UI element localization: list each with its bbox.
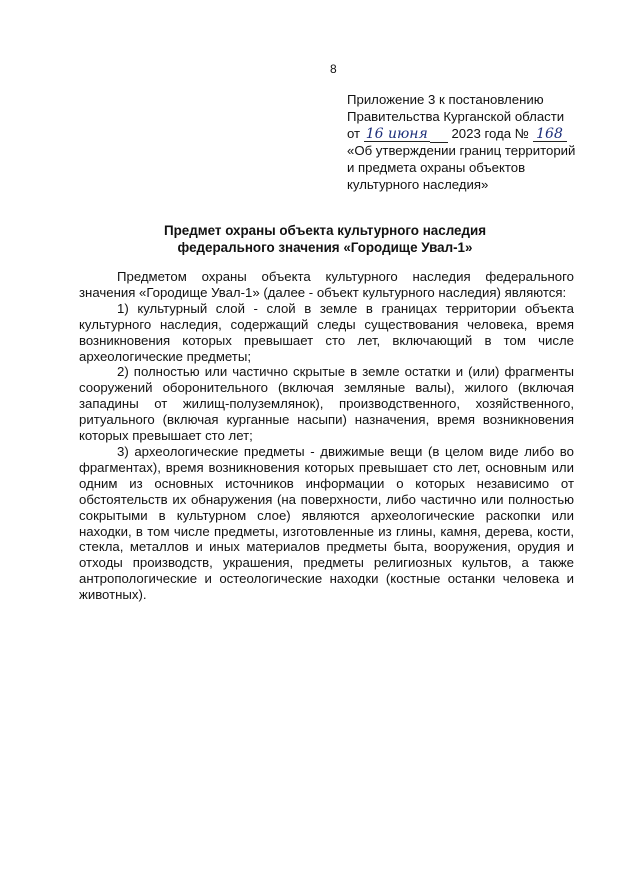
document-body (79, 269, 574, 603)
heading-line-1: Предмет охраны объекта культурного наследия (163, 223, 487, 238)
document-heading (70, 222, 580, 256)
appendix-line-1: Приложение 3 к постановлению (347, 92, 544, 107)
appendix-line-6: культурного наследия» (347, 176, 489, 192)
appendix-line-5: и предмета охраны объектов (347, 160, 526, 176)
appendix-header (347, 92, 617, 194)
date-prefix: от (347, 125, 361, 141)
heading-line-2: федерального значения «Городище Увал-1» (177, 240, 473, 255)
item-1-paragraph: 1) культурный слой - слой в земле в границах территории объекта культурного наследия, содержащий следы существования человека, время возникновения которых превышает сто лет, включающий в том числе археологические предметы; (79, 300, 574, 364)
intro-paragraph: Предметом охраны объекта культурного наследия федерального значения «Городище Увал-1» (далее - объект культурного наследия) являются: (79, 269, 574, 300)
handwritten-date: 16 июня (365, 125, 428, 142)
item-2-paragraph: 2) полностью или частично скрытые в земле остатки и (или) фрагменты сооружений оборонительного (включая земляные валы), жилого (включая западины от жилищ-полуземлянок), производственного, хозяйственного, ритуального (включая курганные насыпи) назначения, время возникновения которых превышает сто лет; (79, 364, 574, 444)
appendix-line-2: Правительства Курганской области (347, 108, 565, 124)
date-year: 2023 года № (451, 125, 529, 141)
page-number: 8 (330, 62, 337, 76)
handwritten-number: 168 (533, 128, 567, 142)
appendix-line-4: «Об утверждении границ территорий (347, 143, 576, 159)
appendix-date-line (347, 126, 617, 144)
item-3-paragraph: 3) археологические предметы - движимые вещи (в целом виде либо во фрагментах), время возникновения которых превышает сто лет, основным или одним из основных источников информации о которых независимо от обстоятельств их обнаружения (на поверхности, либо частично или полностью сокрытыми в культурном слое) являются археологические раскопки или находки, в том числе предметы, изготовленные из глины, камня, дерева, кости, стекла, металлов и иных материалов предметы быта, вооружения, орудия и отходы производств, украшения, предметы религиозных культов, а также антропологические и остеологические находки (костные останки человека и животных). (79, 443, 574, 603)
date-blank (430, 126, 448, 144)
